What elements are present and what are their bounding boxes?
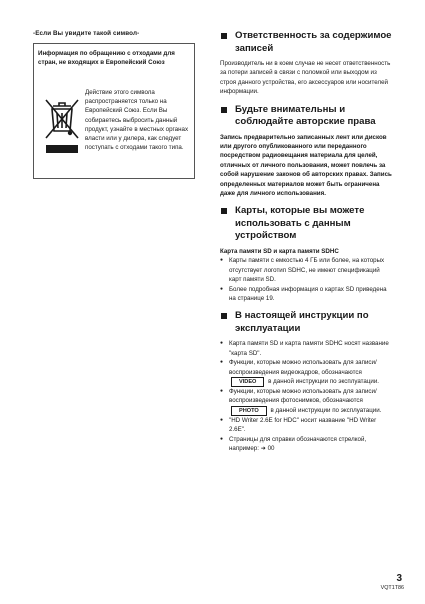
section-title: Будьте внимательны и соблюдайте авторские права <box>235 103 376 128</box>
disposal-info-title: Информация по обращению с отходами для стран, не входящих в Европейский Союз <box>38 50 175 66</box>
section-cards <box>220 205 392 303</box>
disposal-info-text: Действие этого символа распространяется только на Европейский Союз. Если Вы собираетесь выбросить данный продукт, узнайте в местных органах власти или у дилера, как следует поступать с отходами такого типа. <box>85 89 189 152</box>
manual-list <box>220 339 392 453</box>
section-body: Запись предварительно записанных лент или дисков или другого опубликованного или переданного посредством радиовещания материала для целей, отличных от личного пользования, может повлечь за собой нарушение законов об авторских правах. Запись определенных материалов может быть ограничена даже для личного использования. <box>220 133 392 198</box>
square-bullet-icon <box>221 313 227 319</box>
right-column <box>220 30 392 460</box>
square-bullet-icon <box>221 33 227 39</box>
list-item: ● Страницы для справки обозначаются стрелкой, например: ➜ 00 <box>220 435 392 454</box>
document-code: VQT1T86 <box>380 585 404 591</box>
section-copyright <box>220 104 392 199</box>
page-reference: ➜ 00 <box>260 445 275 453</box>
disposal-info-box <box>33 43 195 179</box>
square-bullet-icon <box>221 107 227 113</box>
list-item: ● Функции, которые можно использовать для записи/воспроизведения фотоснимков, обозначаются PHOTO в данной инструкции по эксплуатации. <box>220 387 392 416</box>
symbol-intro: -Если Вы увидите такой символ- <box>33 30 140 37</box>
photo-logo: PHOTO <box>231 406 267 416</box>
section-title: Ответственность за содержимое записей <box>235 30 392 54</box>
video-logo: VIDEO <box>231 377 264 387</box>
section-body: Производитель ни в коем случае не несет ответственность за потери записей в связи с поломкой или выходом из строя данного устройства, его аксессуаров или носителей информации. <box>220 60 391 96</box>
list-item: ● Более подробная информация о картах SD приведена на странице 19. <box>220 285 392 304</box>
list-item: ● Карта памяти SD и карта памяти SDHC носят название "карта SD". <box>220 339 392 358</box>
card-list <box>220 256 392 303</box>
list-item: ● "HD Writer 2.6E for HDC" носит название "HD Writer 2.6E". <box>220 416 392 435</box>
page-number: 3 <box>396 573 402 584</box>
list-item: ● Функции, которые можно использовать для записи/воспроизведения видеокадров, обозначаются VIDEO в данной инструкции по эксплуатации. <box>220 358 392 387</box>
section-manual <box>220 310 392 453</box>
section-subtitle: Карта памяти SD и карта памяти SDHC <box>220 247 339 255</box>
list-item: ● Карты памяти с емкостью 4 ГБ или более, на которых отсутствует логотип SDHC, не имеют спецификаций карт памяти SD. <box>220 256 392 284</box>
section-title: Карты, которые вы можете использовать с данным устройством <box>235 205 365 242</box>
section-responsibility <box>220 30 392 97</box>
square-bullet-icon <box>221 208 227 214</box>
crossed-out-wheelie-bin-icon <box>40 94 84 156</box>
left-column <box>33 30 198 37</box>
section-title: В настоящей инструкции по эксплуатации <box>235 310 369 334</box>
